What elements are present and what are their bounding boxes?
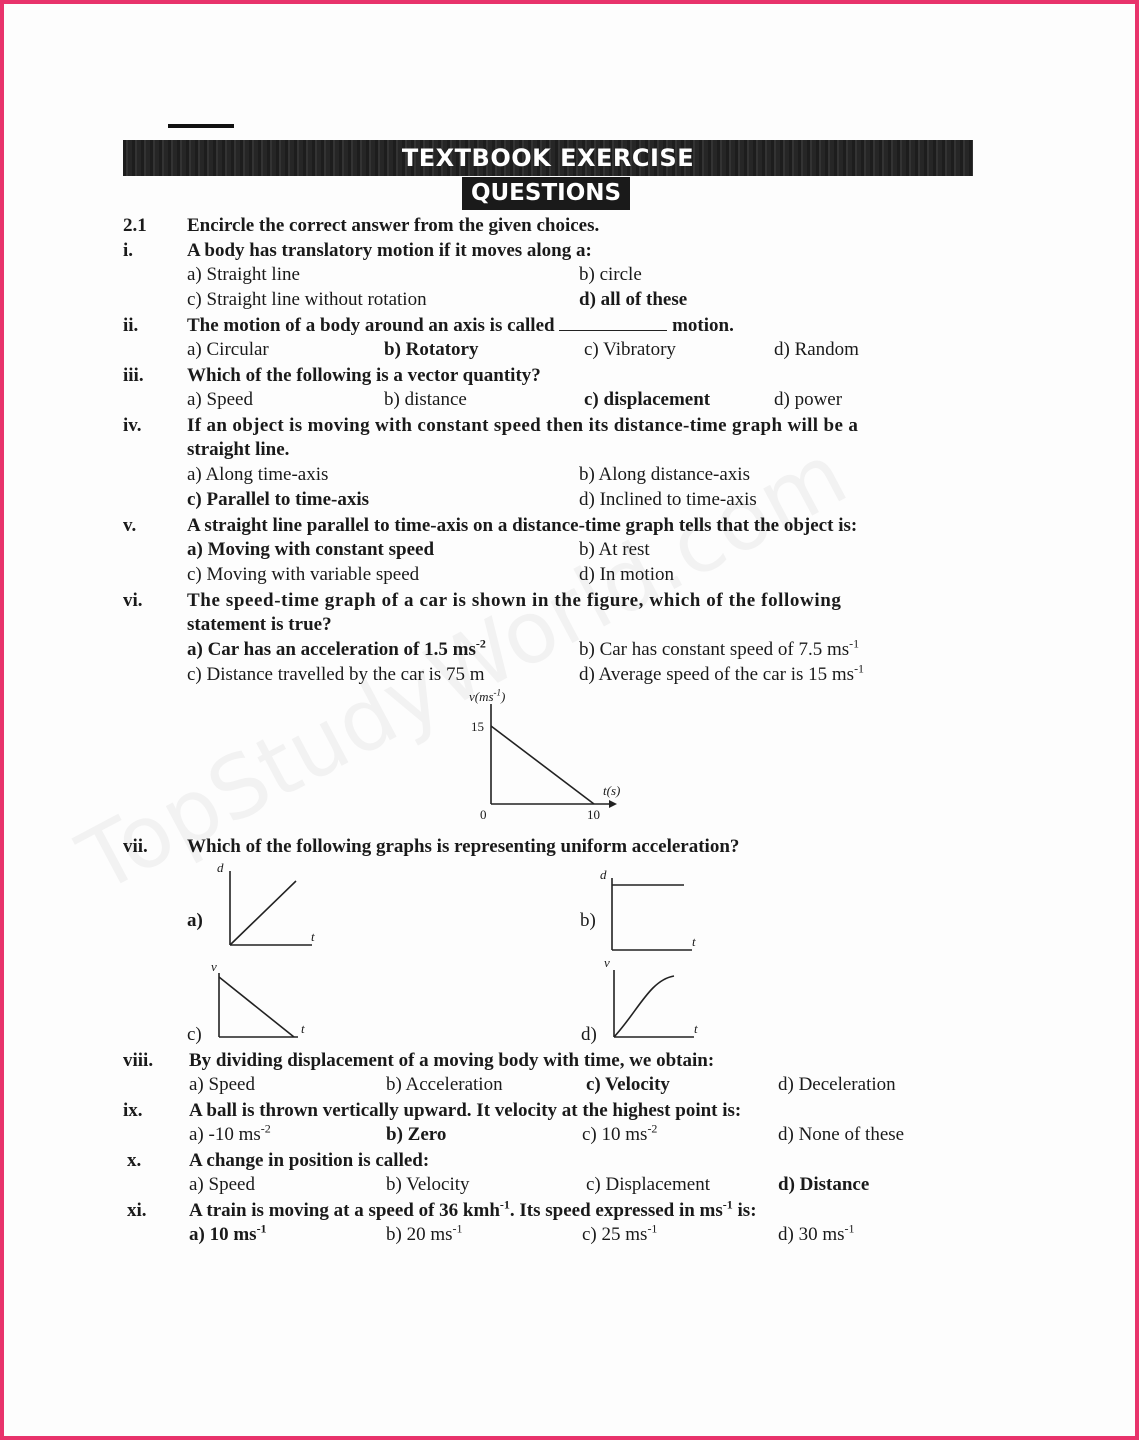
q9-number: ix. <box>123 1100 143 1121</box>
section-number: 2.1 <box>123 215 147 236</box>
q7-graph-a-line <box>230 881 296 945</box>
q8-option-b: b) Acceleration <box>386 1074 503 1095</box>
q11-option-b <box>386 1223 463 1247</box>
q9-option-b: b) Zero <box>386 1124 447 1145</box>
q6-option-b <box>579 638 859 662</box>
q7-number: vii. <box>123 836 148 857</box>
q6-graph-ytick: 15 <box>471 719 484 734</box>
q11-option-a-sup: -1 <box>256 1221 267 1236</box>
q3-option-a: a) Speed <box>187 389 253 410</box>
header-subtitle: QUESTIONS <box>462 177 630 210</box>
q11-text-sup2: -1 <box>722 1197 733 1212</box>
q3-option-b: b) distance <box>384 389 467 410</box>
q7-option-a: a) <box>187 910 203 931</box>
q6-option-d-text: d) Average speed of the car is 15 ms <box>579 664 855 685</box>
q3-option-c: c) displacement <box>584 389 711 410</box>
q11-option-d <box>778 1223 855 1247</box>
q7-graph-c-xaxis: t <box>301 1021 305 1036</box>
q6-option-d-sup: -1 <box>854 661 865 676</box>
q6-graph-origin: 0 <box>480 807 487 822</box>
q4-option-b: b) Along distance-axis <box>579 464 750 485</box>
q4-option-a: a) Along time-axis <box>187 464 329 485</box>
q6-graph-line <box>491 726 594 804</box>
q4-text-line1: If an object is moving with constant speed then its distance-time graph will be a <box>187 415 859 436</box>
q2-option-a: a) Circular <box>187 339 269 360</box>
q7-text: Which of the following graphs is representing uniform acceleration? <box>187 836 740 857</box>
q7-graph-a-yaxis: d <box>217 860 224 875</box>
q10-number: x. <box>127 1150 142 1171</box>
top-rule <box>168 124 234 128</box>
q7-graph-a <box>224 869 324 949</box>
q9-option-a-text: a) -10 ms <box>189 1124 261 1145</box>
q11-text-part-b: . Its speed expressed in ms <box>509 1200 723 1221</box>
q9-option-a <box>189 1123 271 1147</box>
q3-text: Which of the following is a vector quantity? <box>187 365 541 386</box>
q2-blank <box>559 314 667 331</box>
q9-option-c-text: c) 10 ms <box>582 1124 648 1145</box>
q7-graph-c-yaxis: v <box>211 959 217 974</box>
q4-text-line2: straight line. <box>187 439 290 460</box>
q11-option-c <box>582 1223 657 1247</box>
q7-graph-b <box>606 874 706 954</box>
q6-speed-time-graph <box>484 704 634 824</box>
q7-graph-a-xaxis: t <box>311 929 315 944</box>
q2-option-c: c) Vibratory <box>584 339 676 360</box>
q6-text-line1: The speed-time graph of a car is shown in the figure, which of the following <box>187 590 842 611</box>
q11-option-a-text: a) 10 ms <box>189 1224 257 1245</box>
q5-number: v. <box>123 515 137 536</box>
q5-option-d: d) In motion <box>579 564 674 585</box>
q9-option-c <box>582 1123 657 1147</box>
q11-option-c-sup: -1 <box>647 1221 658 1236</box>
q7-graph-c <box>214 969 314 1041</box>
q11-option-b-text: b) 20 ms <box>386 1224 453 1245</box>
q5-option-a: a) Moving with constant speed <box>187 539 435 560</box>
q6-graph-ylabel-sup: -1 <box>493 687 502 698</box>
q11-option-a <box>189 1223 267 1247</box>
q6-option-d <box>579 663 864 687</box>
header-banner <box>123 140 973 176</box>
q6-graph-ylabel-text: v(ms <box>469 689 494 704</box>
q8-option-c: c) Velocity <box>586 1074 670 1095</box>
q7-option-b: b) <box>580 910 596 931</box>
q5-option-b: b) At rest <box>579 539 650 560</box>
q6-option-c: c) Distance travelled by the car is 75 m <box>187 664 485 685</box>
q5-text: A straight line parallel to time-axis on a distance-time graph tells that the object is: <box>187 515 858 536</box>
q6-option-a-text: a) Car has an acceleration of 1.5 ms <box>187 639 476 660</box>
q7-graph-d-yaxis: v <box>604 955 610 970</box>
q2-option-b: b) Rotatory <box>384 339 479 360</box>
q9-option-d: d) None of these <box>778 1124 905 1145</box>
q6-graph-xlabel: t(s) <box>603 783 621 798</box>
q9-text: A ball is thrown vertically upward. It velocity at the highest point is: <box>189 1100 742 1121</box>
q6-graph-xtick: 10 <box>587 807 600 822</box>
q2-option-d: d) Random <box>774 339 859 360</box>
q2-number: ii. <box>123 315 139 336</box>
q11-text <box>189 1199 757 1223</box>
q10-option-b: b) Velocity <box>386 1174 470 1195</box>
q7-graph-b-xaxis: t <box>692 934 696 949</box>
q8-option-d: d) Deceleration <box>778 1074 896 1095</box>
q1-number: i. <box>123 240 134 261</box>
header-title: TEXTBOOK EXERCISE <box>401 144 695 172</box>
q6-graph-ylabel <box>469 687 506 704</box>
q6-graph-arrow <box>609 800 617 808</box>
q2-text <box>187 314 734 338</box>
q6-graph-ylabel-end: ) <box>501 689 506 704</box>
q6-number: vi. <box>123 590 143 611</box>
q4-option-c: c) Parallel to time-axis <box>187 489 370 510</box>
q7-option-d: d) <box>581 1024 597 1045</box>
q11-option-d-sup: -1 <box>844 1221 855 1236</box>
q1-text: A body has translatory motion if it moves along a: <box>187 240 592 261</box>
q1-option-d: d) all of these <box>579 289 688 310</box>
q7-option-c: c) <box>187 1024 202 1045</box>
q8-option-a: a) Speed <box>189 1074 255 1095</box>
q6-text-line2: statement is true? <box>187 614 332 635</box>
q11-text-sup1: -1 <box>499 1197 510 1212</box>
q11-number: xi. <box>127 1200 147 1221</box>
q10-option-c: c) Displacement <box>586 1174 710 1195</box>
q8-text: By dividing displacement of a moving body with time, we obtain: <box>189 1050 715 1071</box>
q7-graph-d <box>608 966 708 1041</box>
q11-option-c-text: c) 25 ms <box>582 1224 648 1245</box>
q6-option-a <box>187 638 486 662</box>
q10-text: A change in position is called: <box>189 1150 430 1171</box>
q6-option-b-sup: -1 <box>849 636 860 651</box>
q11-option-d-text: d) 30 ms <box>778 1224 845 1245</box>
q2-text-after: motion. <box>672 315 734 336</box>
q7-graph-d-curve <box>614 976 674 1037</box>
instruction-text: Encircle the correct answer from the given choices. <box>187 215 600 236</box>
q6-option-b-text: b) Car has constant speed of 7.5 ms <box>579 639 850 660</box>
q2-text-before: The motion of a body around an axis is called <box>187 315 555 336</box>
q5-option-c: c) Moving with variable speed <box>187 564 420 585</box>
q7-graph-c-line <box>219 977 294 1037</box>
q6-option-a-sup: -2 <box>475 636 486 651</box>
q11-text-part-c: is: <box>732 1200 757 1221</box>
q8-number: viii. <box>123 1050 154 1071</box>
q11-option-b-sup: -1 <box>452 1221 463 1236</box>
q9-option-a-sup: -2 <box>260 1121 271 1136</box>
q10-option-a: a) Speed <box>189 1174 255 1195</box>
q7-graph-b-yaxis: d <box>600 867 607 882</box>
q3-option-d: d) power <box>774 389 843 410</box>
q11-text-part-a: A train is moving at a speed of 36 kmh <box>189 1200 500 1221</box>
q1-option-b: b) circle <box>579 264 642 285</box>
q4-option-d: d) Inclined to time-axis <box>579 489 757 510</box>
q1-option-a: a) Straight line <box>187 264 300 285</box>
q1-option-c: c) Straight line without rotation <box>187 289 427 310</box>
q3-number: iii. <box>123 365 144 386</box>
q4-number: iv. <box>123 415 142 436</box>
q10-option-d: d) Distance <box>778 1174 870 1195</box>
q9-option-c-sup: -2 <box>647 1121 658 1136</box>
q7-graph-d-xaxis: t <box>694 1021 698 1036</box>
